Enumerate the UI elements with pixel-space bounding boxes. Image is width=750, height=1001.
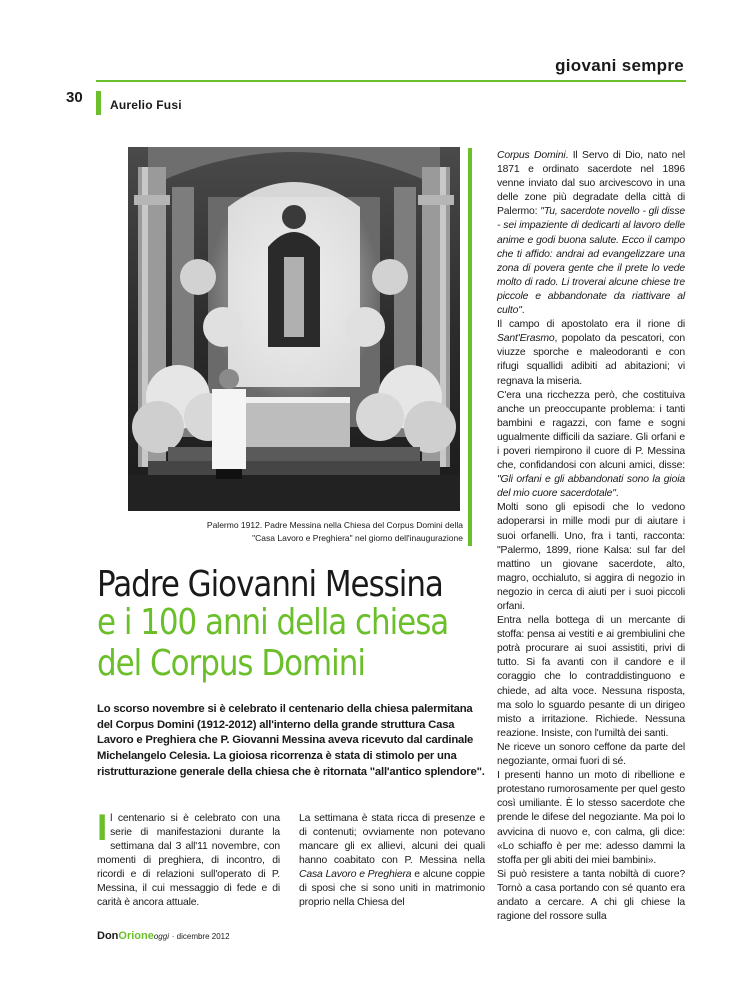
paragraph-text: La settimana è stata ricca di presenze e di contenuti; ovviamente non potevano mancare gli ex allievi, alcuni dei quali hanno coabitato con P. Messina nella [299,813,485,866]
quote-text: "Tu, sacerdote novello - gli disse - sei impaziente di dedicarti al lavoro delle anime e godi buona salute. Ecco il campo che ti affido: andrai ad evangelizzare una zona di povera gente che il prete lo vede molto di rado. Li troverai alcune chiese tre piccole e abbandonate da riattivare al culto" [497,206,685,317]
paragraph: Si può resistere a tanta nobiltà di cuore? Tornò a casa portando con sé quanto era andato a cercare. A chi gli chiese la ragione del rossore sulla [497,868,685,923]
paragraph: Ne riceve un sonoro ceffone da parte del negoziante, ormai fuori di sé. [497,741,685,768]
caption-accent-bar [468,148,472,546]
author-accent-bar [96,91,101,115]
emphasis-text: Sant'Erasmo [497,333,555,345]
paragraph [299,812,485,910]
paragraph-text: . Il Servo di Dio, nato nel 1871 e ordinato sacerdote nel 1896 venne inviato dal suo arcivescovo in una delle zone più degradate della città di Palermo: [497,150,685,218]
headline-line-3: del Corpus Domini [97,643,365,684]
body-column-1 [97,807,280,910]
section-title: giovani sempre [555,56,684,75]
caption-line-1: Palermo 1912. Padre Messina nella Chiesa del Corpus Domini della [206,520,463,530]
church-photo [128,147,460,511]
caption-line-2: "Casa Lavoro e Preghiera" nel giorno dell'inaugurazione [252,533,463,543]
footer-masthead [97,930,230,942]
paragraph-text: , popolato da pescatori, con viuzze sporche e maleodoranti e con rifugi squallidi adibiti ad abitazioni; vi regnava la miseria. [497,333,685,387]
paragraph [497,149,685,318]
paragraph: Entra nella bottega di un mercante di stoffa: pensa ai vestiti e ai grembiulini che potrà procurare ai suoi assistiti, privi di tutto. Si fa avanti con il candore e il coraggio che lo contraddistinguono e chiede, ad alta voce. Nessuna risposta, ma solo lo sguardo pesante di un dirigeo misto a irritazione. Richiede. Nessuna reazione. Insiste, con l'umiltà dei santi. [497,615,685,739]
drop-cap: I [97,807,108,848]
quote-text: "Gli orfani e gli abbandonati sono la gioia del mio cuore sacerdotale" [497,474,685,500]
page-number: 30 [66,89,83,106]
punctuation: . [615,488,619,500]
brand-orione: Orione [118,930,154,942]
paragraph-text: Il campo di apostolato era il rione di [497,319,685,331]
issue-date: · dicembre 2012 [171,932,230,941]
emphasis-text: Casa Lavoro e Preghiera [299,869,412,880]
paragraph: I presenti hanno un moto di ribellione e protestano rumorosamente per quel gesto così umiliante. È lo stesso sacerdote che prende le difese del negoziante. Ma poi lo avvicina di nuovo e, con calma, gli dice: «Lo schiaffo è per me: adesso dammi la stoffa per gli abiti dei miei bambini». [497,770,685,866]
paragraph [97,807,280,910]
brand-don: Don [97,930,119,942]
paragraph-text: e alcune coppie di sposi che si sono uniti in matrimonio proprio nella Chiesa del [299,869,485,908]
paragraph [497,318,685,388]
paragraph-text: C'era una ricchezza però, che costituiva anche un preoccupante problema: i tanti bambini e ragazzi, con fame e sogni ugualmente difficili da saziare. Gli orfani e i poveri riempirono il cuore di P. Messina che, confidandosi con alcuni amici, disse: [497,389,685,472]
paragraph: Molti sono gli episodi che lo vedono adoperarsi in mille modi pur di aiutare i suoi orfanelli. Uno, fra i tanti, racconta: "Palermo, 1899, rione Kalsa: sul far del mattino un giovane sacerdote, alto, magro, occhialuto, si aggira di negozio in negozio in cerca di aiuti per i suoi piccoli orfani. [497,502,685,612]
body-column-2 [299,812,485,910]
header-rule [96,80,686,82]
headline-line-1: Padre Giovanni Messina [97,564,443,605]
punctuation: . [521,305,525,317]
lead-paragraph: Lo scorso novembre si è celebrato il centenario della chiesa palermitana del Corpus Domini (1912-2012) all'interno della grande struttura Casa Lavoro e Preghiera che P. Giovanni Messina aveva ricevuto dal cardinale Michelangelo Celesia. La gioiosa ricorrenza è stata di stimolo per una ristrutturazione generale della chiesa che è ritornata "all'antico splendore". [97,703,485,778]
paragraph [497,389,685,502]
author-name: Aurelio Fusi [110,98,182,112]
paragraph-text: l centenario si è celebrato con una serie di manifestazioni durante la settimana dal 3 all'11 novembre, con momenti di preghiera, di incontro, di ricordi e di relazioni sull'operato di P. Messina, il cui messaggio di fede e di carità è ancora attuale. [97,813,280,908]
photo-caption [140,519,463,545]
body-column-3 [497,149,685,924]
headline-line-2: e i 100 anni della chiesa [97,602,449,643]
brand-oggi: oggi [153,932,169,941]
emphasis-text: Corpus Domini [497,150,566,161]
